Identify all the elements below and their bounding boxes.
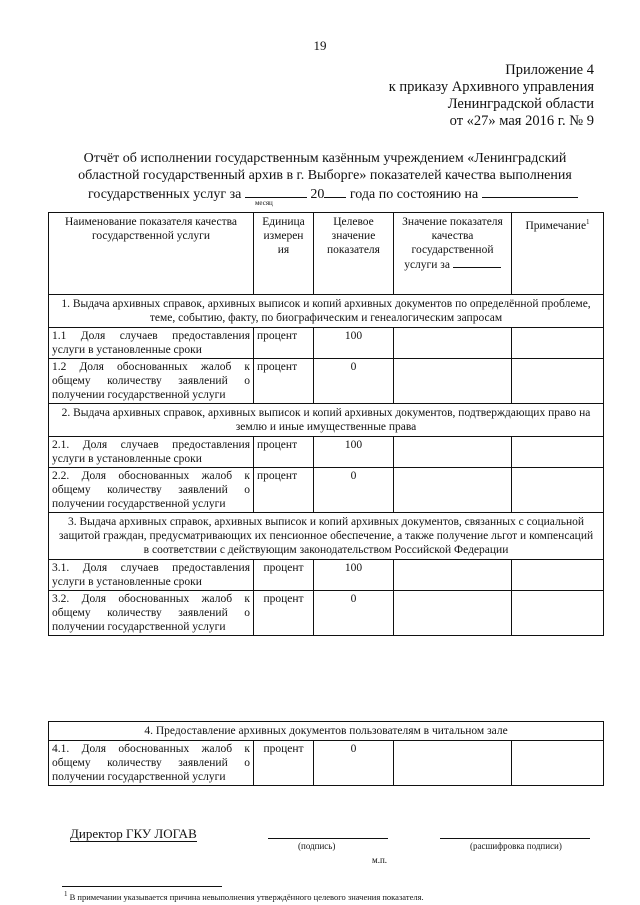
indicator-name: 1.1 Доля случаев предоставления услуги в установленные сроки [49,328,254,359]
header-note: Примечание$^1$ [512,213,604,295]
section-1-title: 1. Выдача архивных справок, архивных выписок и копий архивных документов по определённой проблеме, теме, событию, факту, по биографическим и генеалогическим запросам [49,295,604,328]
table-row [49,359,604,404]
indicator-note [512,328,604,359]
footnote-separator [62,886,222,887]
table-row [49,741,604,786]
page-number: 19 [313,38,327,53]
indicator-unit: процент [254,560,314,591]
table-header-row [49,213,604,295]
indicator-target: 100 [314,437,394,468]
indicators-table [48,212,604,636]
appendix-header [389,62,594,130]
indicator-name: 1.2 Доля обоснованных жалоб к общему количеству заявлений о получении государственной услуги [49,359,254,404]
indicator-target: 100 [314,328,394,359]
indicator-value [394,591,512,636]
indicator-target: 0 [314,359,394,404]
appendix-line-3: от «27» мая 2016 г. № 9 [449,113,594,129]
indicator-name: 2.1. Доля случаев предоставления услуги в установленные сроки [49,437,254,468]
indicator-name: 2.2. Доля обоснованных жалоб к общему количеству заявлений о получении государственной услуги [49,468,254,513]
indicator-name: 4.1. Доля обоснованных жалоб к общему количеству заявлений о получении государственной услуги [49,741,254,786]
indicator-unit: процент [254,359,314,404]
indicator-value [394,468,512,513]
indicator-value [394,560,512,591]
section-row [49,404,604,437]
header-name: Наименование показателя качества государственной услуги [49,213,254,295]
indicator-target: 0 [314,468,394,513]
date-blank [482,184,578,198]
indicator-unit: процент [254,437,314,468]
indicator-name: 3.1. Доля случаев предоставления услуги в установленные сроки [49,560,254,591]
signature-line [268,838,388,839]
section-row [49,295,604,328]
header-target: Целевое значение показателя [314,213,394,295]
table-row [49,328,604,359]
indicator-note [512,591,604,636]
report-line-3: государственных услуг за 20 года по состоянию на [60,184,590,203]
section-3-title: 3. Выдача архивных справок, архивных выписок и копий архивных документов, связанных с социальной защитой граждан, предусматривающих их пенсионное обеспечение, а также получение льгот и компенсаций в соответствии с действующим законодательством Российской Федерации [49,513,604,560]
appendix-line-2: Ленинградской области [447,96,594,112]
table-row [49,468,604,513]
indicator-target: 0 [314,591,394,636]
indicator-target: 0 [314,741,394,786]
section-row [49,722,604,741]
header-value: Значение показателя качества государственной услуги за [394,213,512,295]
section-4-title: 4. Предоставление архивных документов пользователям в читальном зале [49,722,604,741]
indicator-value [394,359,512,404]
year-blank [324,184,346,198]
indicator-note [512,359,604,404]
report-line-1: Отчёт об исполнении государственным казённым учреждением «Ленинградский [83,151,567,166]
indicator-target: 100 [314,560,394,591]
indicator-name: 3.2. Доля обоснованных жалоб к общему количеству заявлений о получении государственной услуги [49,591,254,636]
indicator-unit: процент [254,468,314,513]
indicator-unit: процент [254,328,314,359]
indicator-value [394,741,512,786]
indicator-note [512,560,604,591]
decode-line [440,838,590,839]
indicator-unit: процент [254,741,314,786]
section-row [49,513,604,560]
appendix-title: Приложение 4 [505,62,594,78]
indicator-value [394,328,512,359]
reading-room-table [48,721,604,786]
section-2-title: 2. Выдача архивных справок, архивных выписок и копий архивных документов, подтверждающих право на землю и иные имущественные права [49,404,604,437]
month-blank [245,184,307,198]
report-line-2: областной государственный архив в г. Выборге» показателей качества выполнения [78,168,572,183]
stamp-mark: м.п. [372,855,388,865]
table-row [49,437,604,468]
indicator-value [394,437,512,468]
month-caption: месяц [255,199,273,207]
header-unit: Единица измерен ия [254,213,314,295]
table-row [49,560,604,591]
indicator-unit: процент [254,591,314,636]
appendix-line-1: к приказу Архивного управления [388,79,594,95]
indicator-note [512,741,604,786]
decode-caption: (расшифровка подписи) [470,841,562,851]
table-row [49,591,604,636]
signature-caption: (подпись) [298,841,336,851]
footnote: $^1$ В примечании указывается причина невыполнения утверждённого целевого значения показателя. [64,890,424,902]
indicator-note [512,468,604,513]
report-title [60,150,590,203]
indicator-note [512,437,604,468]
director-title: Директор ГКУ ЛОГАВ [70,826,197,841]
